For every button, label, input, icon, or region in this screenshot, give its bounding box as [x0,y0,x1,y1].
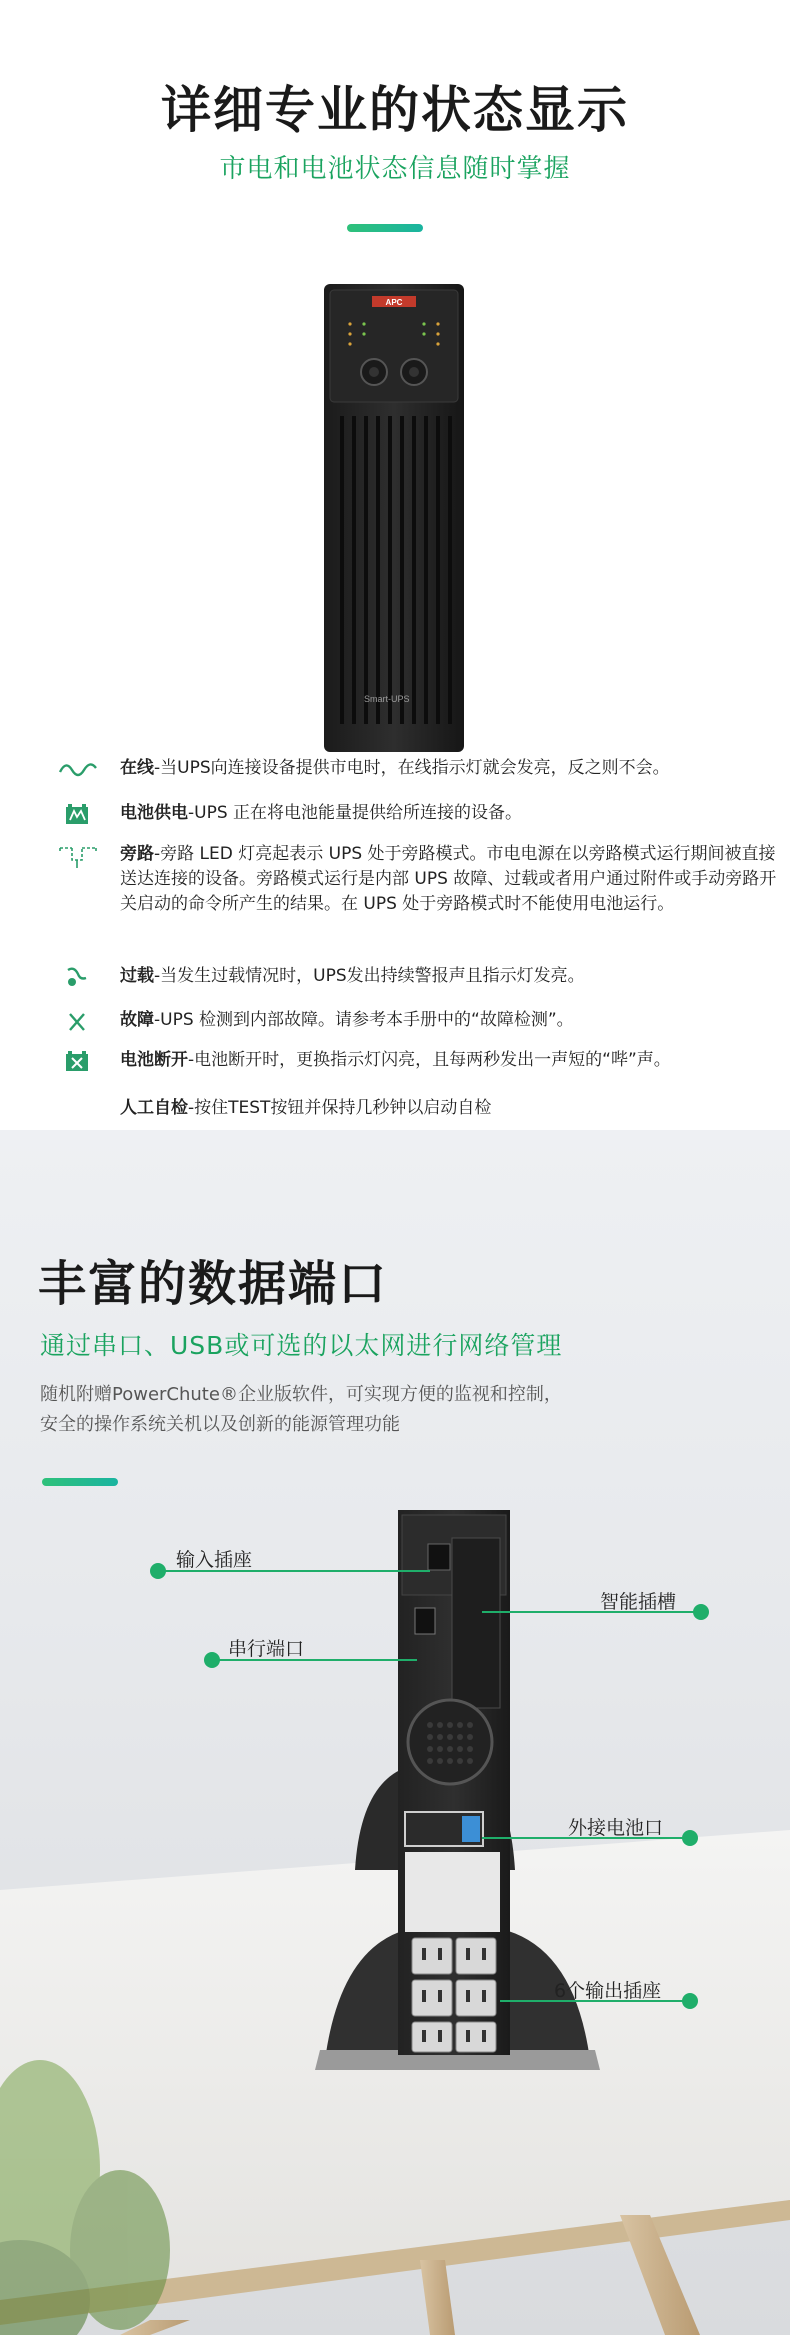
battery-power-icon [58,801,98,829]
device-model: Smart-UPS [364,694,410,704]
ports-desc-line-1: 随机附赠PowerChute®企业版软件，可实现方便的监视和控制， [40,1384,562,1405]
callout-outputs: 6个输出插座 [554,1980,662,2002]
bypass-icon [58,842,98,870]
online-wave-icon [58,756,98,784]
fault-x-icon [58,1008,98,1036]
status-title: 详细专业的状态显示 [161,81,629,139]
status-subtitle: 市电和电池状态信息随时掌握 [219,154,571,184]
legend-label: 过载 [120,966,154,986]
callout-ext-battery: 外接电池口 [568,1817,664,1839]
device-brand: APC [385,298,403,307]
callout-dot-outputs [682,1993,698,2009]
legend-label: 旁路 [120,844,154,864]
callout-dot-smart-slot [693,1604,709,1620]
legend-desc: -旁路 LED 灯亮起表示 UPS 处于旁路模式。市电电源在以旁路模式运行期间被直接送达连接的设备。旁路模式运行是内部 UPS 故障、过载或者用户通过附件或手动旁路开关启动的命令所产生的结果。在 UPS 处于旁路模式时不能使用电池运行。 [120,844,777,914]
accent-divider [347,224,423,232]
ports-title: 丰富的数据端口 [38,1256,389,1312]
legend-desc: -当UPS向连接设备提供市电时，在线指示灯就会发亮，反之则不会。 [154,758,670,778]
overload-icon [58,964,98,992]
callout-serial-port: 串行端口 [228,1638,305,1660]
legend-label: 人工自检 [120,1098,188,1118]
callout-smart-slot: 智能插槽 [600,1591,677,1613]
legend-label: 电池供电 [120,803,188,823]
legend-label: 电池断开 [120,1050,188,1070]
ups-front-image [324,284,464,752]
legend-desc: -当发生过载情况时，UPS发出持续警报声且指示灯发亮。 [154,966,585,986]
accent-divider [42,1478,118,1486]
battery-disconnect-icon [58,1048,98,1076]
legend-desc: -电池断开时，更换指示灯闪亮，且每两秒发出一声短的“哔”声。 [188,1050,671,1070]
legend-desc: -按住TEST按钮并保持几秒钟以启动自检 [188,1098,492,1118]
legend-label: 故障 [120,1010,154,1030]
callout-input-socket: 输入插座 [176,1549,253,1571]
ports-desc-line-2: 安全的操作系统关机以及创新的能源管理功能 [40,1414,400,1435]
legend-desc: -UPS 正在将电池能量提供给所连接的设备。 [188,803,523,823]
ports-subtitle: 通过串口、USB或可选的以太网进行网络管理 [40,1331,563,1360]
callout-dot-ext-battery [682,1830,698,1846]
legend-desc: -UPS 检测到内部故障。请参考本手册中的“故障检测”。 [154,1010,574,1030]
ports-description [40,1380,740,1440]
legend-label: 在线 [120,758,154,778]
